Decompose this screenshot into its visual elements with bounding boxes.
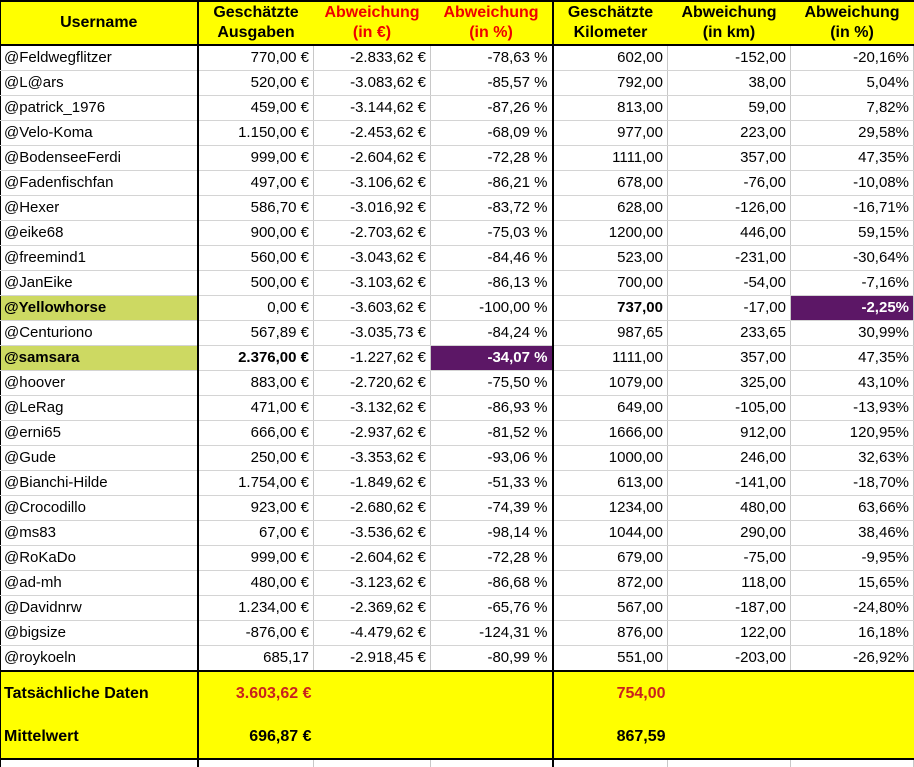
cell-abweichung-km[interactable]: 446,00 (668, 221, 791, 246)
cell-geschaetzte-kilometer[interactable]: 977,00 (553, 121, 668, 146)
cell-abweichung-km[interactable]: -126,00 (668, 196, 791, 221)
cell-geschaetzte-ausgaben[interactable]: 480,00 € (198, 571, 314, 596)
footer-kilometer-value[interactable]: 867,59 (553, 715, 668, 759)
cell-abweichung-eur[interactable]: -3.353,62 € (314, 446, 431, 471)
cell-geschaetzte-ausgaben[interactable]: 685,17 (198, 646, 314, 672)
cell-abweichung-eur-pct[interactable]: -68,09 % (431, 121, 553, 146)
stub-cell[interactable] (431, 759, 553, 767)
cell-geschaetzte-kilometer[interactable]: 1111,00 (553, 146, 668, 171)
cell-username[interactable]: @RoKaDo (1, 546, 198, 571)
cell-abweichung-km-pct[interactable]: 38,46% (791, 521, 914, 546)
footer-label[interactable]: Tatsächliche Daten (1, 671, 198, 715)
cell-username[interactable]: @ms83 (1, 521, 198, 546)
footer-spacer (314, 671, 553, 715)
stub-cell[interactable] (791, 759, 914, 767)
cell-username[interactable]: @bigsize (1, 621, 198, 646)
cell-abweichung-km[interactable]: 122,00 (668, 621, 791, 646)
cell-geschaetzte-kilometer[interactable]: 792,00 (553, 71, 668, 96)
cell-geschaetzte-ausgaben[interactable]: 497,00 € (198, 171, 314, 196)
table-header-row (1, 1, 914, 45)
cell-geschaetzte-ausgaben[interactable]: 500,00 € (198, 271, 314, 296)
cell-username[interactable]: @LeRag (1, 396, 198, 421)
footer-spacer (668, 715, 914, 759)
cell-abweichung-eur-pct[interactable]: -84,46 % (431, 246, 553, 271)
cell-abweichung-km-pct[interactable]: 16,18% (791, 621, 914, 646)
cell-geschaetzte-kilometer[interactable]: 737,00 (553, 296, 668, 321)
cell-abweichung-km-pct[interactable]: 43,10% (791, 371, 914, 396)
column-header-abweichung-in-km-5[interactable]: Abweichung (in km) (668, 1, 791, 45)
cell-abweichung-eur[interactable]: -4.479,62 € (314, 621, 431, 646)
cell-geschaetzte-kilometer[interactable]: 1044,00 (553, 521, 668, 546)
stub-row (1, 759, 914, 767)
cell-username[interactable]: @Feldwegflitzer (1, 45, 198, 71)
cell-abweichung-eur-pct[interactable]: -72,28 % (431, 546, 553, 571)
cell-abweichung-km[interactable]: -75,00 (668, 546, 791, 571)
cell-abweichung-eur-pct[interactable]: -83,72 % (431, 196, 553, 221)
table-row-roykoeln (1, 646, 914, 672)
cell-geschaetzte-kilometer[interactable]: 567,00 (553, 596, 668, 621)
table-row-centuriono (1, 321, 914, 346)
table-row-erni65 (1, 421, 914, 446)
footer-spacer (314, 715, 553, 759)
cell-abweichung-eur[interactable]: -3.106,62 € (314, 171, 431, 196)
cell-geschaetzte-kilometer[interactable]: 678,00 (553, 171, 668, 196)
cell-abweichung-km[interactable]: -105,00 (668, 396, 791, 421)
cell-abweichung-km[interactable]: 118,00 (668, 571, 791, 596)
cell-abweichung-km-pct[interactable]: -13,93% (791, 396, 914, 421)
cell-geschaetzte-ausgaben[interactable]: 567,89 € (198, 321, 314, 346)
footer-ausgaben-value[interactable]: 3.603,62 € (198, 671, 314, 715)
cell-geschaetzte-kilometer[interactable]: 551,00 (553, 646, 668, 672)
cell-abweichung-km[interactable]: -54,00 (668, 271, 791, 296)
cell-geschaetzte-kilometer[interactable]: 1234,00 (553, 496, 668, 521)
cell-geschaetzte-ausgaben[interactable]: 250,00 € (198, 446, 314, 471)
cell-geschaetzte-ausgaben[interactable]: 1.150,00 € (198, 121, 314, 146)
cell-username[interactable]: @ad-mh (1, 571, 198, 596)
table-row-rokado (1, 546, 914, 571)
cell-abweichung-km[interactable]: 38,00 (668, 71, 791, 96)
cell-abweichung-km[interactable]: 480,00 (668, 496, 791, 521)
cell-abweichung-km-pct[interactable]: 5,04% (791, 71, 914, 96)
cell-abweichung-eur[interactable]: -2.937,62 € (314, 421, 431, 446)
cell-username[interactable]: @Crocodillo (1, 496, 198, 521)
cell-abweichung-km[interactable]: 357,00 (668, 146, 791, 171)
table-row-davidnrw (1, 596, 914, 621)
cell-geschaetzte-ausgaben[interactable]: 471,00 € (198, 396, 314, 421)
cell-abweichung-km-pct[interactable]: -24,80% (791, 596, 914, 621)
table-row-eike68 (1, 221, 914, 246)
cell-abweichung-km-pct[interactable]: -10,08% (791, 171, 914, 196)
cell-geschaetzte-ausgaben[interactable]: 560,00 € (198, 246, 314, 271)
cell-username[interactable]: @BodenseeFerdi (1, 146, 198, 171)
cell-abweichung-eur-pct[interactable]: -72,28 % (431, 146, 553, 171)
stub-cell[interactable] (314, 759, 431, 767)
cell-abweichung-km[interactable]: -187,00 (668, 596, 791, 621)
table-row-fadenfischfan (1, 171, 914, 196)
cell-abweichung-eur[interactable]: -2.680,62 € (314, 496, 431, 521)
table-row-janeike (1, 271, 914, 296)
cell-geschaetzte-kilometer[interactable]: 813,00 (553, 96, 668, 121)
cell-abweichung-km[interactable]: -203,00 (668, 646, 791, 672)
cell-abweichung-km[interactable]: -17,00 (668, 296, 791, 321)
table-row-lerag (1, 396, 914, 421)
cell-abweichung-eur[interactable]: -3.536,62 € (314, 521, 431, 546)
cell-geschaetzte-ausgaben[interactable]: -876,00 € (198, 621, 314, 646)
cell-abweichung-km[interactable]: 912,00 (668, 421, 791, 446)
cell-geschaetzte-ausgaben[interactable]: 459,00 € (198, 96, 314, 121)
cell-geschaetzte-ausgaben[interactable]: 586,70 € (198, 196, 314, 221)
table-row-crocodillo (1, 496, 914, 521)
cell-abweichung-eur-pct[interactable]: -86,21 % (431, 171, 553, 196)
stub-cell[interactable] (668, 759, 791, 767)
cell-geschaetzte-kilometer[interactable]: 1000,00 (553, 446, 668, 471)
table-row-feldwegflitzer (1, 45, 914, 71)
cell-abweichung-km[interactable]: 223,00 (668, 121, 791, 146)
cell-geschaetzte-kilometer[interactable]: 628,00 (553, 196, 668, 221)
cell-abweichung-km[interactable]: -141,00 (668, 471, 791, 496)
cell-abweichung-eur-pct[interactable]: -34,07 % (431, 346, 553, 371)
cell-abweichung-km-pct[interactable]: 47,35% (791, 146, 914, 171)
cell-geschaetzte-kilometer[interactable]: 876,00 (553, 621, 668, 646)
cell-geschaetzte-kilometer[interactable]: 613,00 (553, 471, 668, 496)
cell-username[interactable]: @Centuriono (1, 321, 198, 346)
cell-abweichung-eur-pct[interactable]: -75,50 % (431, 371, 553, 396)
column-header-gesch-tzte-ausgaben[interactable]: Geschätzte Ausgaben (198, 1, 314, 45)
cell-geschaetzte-kilometer[interactable]: 602,00 (553, 45, 668, 71)
cell-geschaetzte-kilometer[interactable]: 872,00 (553, 571, 668, 596)
cell-geschaetzte-ausgaben[interactable]: 666,00 € (198, 421, 314, 446)
cell-abweichung-km[interactable]: -152,00 (668, 45, 791, 71)
table-row-velo-koma (1, 121, 914, 146)
cell-abweichung-eur-pct[interactable]: -93,06 % (431, 446, 553, 471)
cell-abweichung-km-pct[interactable]: 30,99% (791, 321, 914, 346)
cell-abweichung-km[interactable]: 59,00 (668, 96, 791, 121)
table-row-ms83 (1, 521, 914, 546)
cell-username[interactable]: @Velo-Koma (1, 121, 198, 146)
cell-geschaetzte-kilometer[interactable]: 987,65 (553, 321, 668, 346)
cell-geschaetzte-ausgaben[interactable]: 67,00 € (198, 521, 314, 546)
table-row-hoover (1, 371, 914, 396)
cell-username[interactable]: @Gude (1, 446, 198, 471)
table-row-samsara (1, 346, 914, 371)
cell-abweichung-km-pct[interactable]: 32,63% (791, 446, 914, 471)
cell-geschaetzte-kilometer[interactable]: 700,00 (553, 271, 668, 296)
cell-abweichung-km-pct[interactable]: 120,95% (791, 421, 914, 446)
cell-geschaetzte-ausgaben[interactable]: 883,00 € (198, 371, 314, 396)
footer-row-tats-chliche-daten (1, 671, 914, 715)
cell-abweichung-km-pct[interactable]: 29,58% (791, 121, 914, 146)
table-row-bianchi-hilde (1, 471, 914, 496)
cell-abweichung-km[interactable]: 290,00 (668, 521, 791, 546)
cell-abweichung-km-pct[interactable]: 15,65% (791, 571, 914, 596)
cell-geschaetzte-kilometer[interactable]: 1079,00 (553, 371, 668, 396)
cell-geschaetzte-ausgaben[interactable]: 900,00 € (198, 221, 314, 246)
cell-abweichung-eur-pct[interactable]: -86,68 % (431, 571, 553, 596)
cell-abweichung-eur[interactable]: -2.604,62 € (314, 546, 431, 571)
footer-kilometer-value[interactable]: 754,00 (553, 671, 668, 715)
cell-abweichung-eur[interactable]: -3.043,62 € (314, 246, 431, 271)
footer-spacer (668, 671, 914, 715)
cell-abweichung-eur-pct[interactable]: -98,14 % (431, 521, 553, 546)
table-body (1, 45, 914, 671)
cell-abweichung-eur[interactable]: -3.016,92 € (314, 196, 431, 221)
cell-abweichung-km-pct[interactable]: -30,64% (791, 246, 914, 271)
cell-abweichung-eur[interactable]: -3.035,73 € (314, 321, 431, 346)
cell-abweichung-eur[interactable]: -2.703,62 € (314, 221, 431, 246)
cell-abweichung-eur-pct[interactable]: -84,24 % (431, 321, 553, 346)
cell-abweichung-eur[interactable]: -2.369,62 € (314, 596, 431, 621)
cell-geschaetzte-ausgaben[interactable]: 0,00 € (198, 296, 314, 321)
cell-username[interactable]: @erni65 (1, 421, 198, 446)
cell-geschaetzte-kilometer[interactable]: 1666,00 (553, 421, 668, 446)
table-footer (1, 671, 914, 759)
table-row-bodenseeferdi (1, 146, 914, 171)
table-row-l-ars (1, 71, 914, 96)
stub-cell[interactable] (553, 759, 668, 767)
cell-geschaetzte-ausgaben[interactable]: 1.234,00 € (198, 596, 314, 621)
cell-geschaetzte-kilometer[interactable]: 523,00 (553, 246, 668, 271)
column-header-gesch-tzte-kilometer-4[interactable]: Geschätzte Kilometer (553, 1, 668, 45)
cell-abweichung-eur-pct[interactable]: -80,99 % (431, 646, 553, 672)
cell-abweichung-km-pct[interactable]: -9,95% (791, 546, 914, 571)
cell-abweichung-eur-pct[interactable]: -65,76 % (431, 596, 553, 621)
cell-abweichung-km[interactable]: 246,00 (668, 446, 791, 471)
cell-abweichung-eur[interactable]: -2.918,45 € (314, 646, 431, 672)
cell-geschaetzte-ausgaben[interactable]: 520,00 € (198, 71, 314, 96)
cell-abweichung-eur[interactable]: -1.849,62 € (314, 471, 431, 496)
cell-geschaetzte-ausgaben[interactable]: 999,00 € (198, 546, 314, 571)
cell-abweichung-eur[interactable]: -3.603,62 € (314, 296, 431, 321)
footer-label[interactable]: Mittelwert (1, 715, 198, 759)
table-row-gude (1, 446, 914, 471)
cell-abweichung-eur-pct[interactable]: -78,63 % (431, 45, 553, 71)
table-row-hexer (1, 196, 914, 221)
cell-username[interactable]: @Hexer (1, 196, 198, 221)
cell-username[interactable]: @hoover (1, 371, 198, 396)
cell-abweichung-km-pct[interactable]: 59,15% (791, 221, 914, 246)
cell-abweichung-eur[interactable]: -3.123,62 € (314, 571, 431, 596)
cell-abweichung-km-pct[interactable]: -7,16% (791, 271, 914, 296)
cell-abweichung-eur-pct[interactable]: -51,33 % (431, 471, 553, 496)
cell-username[interactable]: @Davidnrw (1, 596, 198, 621)
cell-username[interactable]: @Fadenfischfan (1, 171, 198, 196)
cell-abweichung-km[interactable]: -231,00 (668, 246, 791, 271)
next-row-stub (1, 759, 914, 767)
cell-abweichung-km-pct[interactable]: -16,71% (791, 196, 914, 221)
cell-abweichung-km[interactable]: -76,00 (668, 171, 791, 196)
cell-abweichung-eur-pct[interactable]: -86,13 % (431, 271, 553, 296)
cell-abweichung-eur[interactable]: -3.103,62 € (314, 271, 431, 296)
cell-abweichung-eur[interactable]: -3.144,62 € (314, 96, 431, 121)
cell-abweichung-eur[interactable]: -2.453,62 € (314, 121, 431, 146)
cell-username[interactable]: @freemind1 (1, 246, 198, 271)
cell-abweichung-eur[interactable]: -1.227,62 € (314, 346, 431, 371)
table-row-freemind1 (1, 246, 914, 271)
cell-geschaetzte-ausgaben[interactable]: 1.754,00 € (198, 471, 314, 496)
cell-abweichung-eur-pct[interactable]: -100,00 % (431, 296, 553, 321)
cell-geschaetzte-ausgaben[interactable]: 2.376,00 € (198, 346, 314, 371)
cell-abweichung-eur-pct[interactable]: -81,52 % (431, 421, 553, 446)
cell-geschaetzte-ausgaben[interactable]: 999,00 € (198, 146, 314, 171)
cell-abweichung-eur-pct[interactable]: -124,31 % (431, 621, 553, 646)
cell-abweichung-km[interactable]: 233,65 (668, 321, 791, 346)
cell-abweichung-km[interactable]: 357,00 (668, 346, 791, 371)
stub-cell[interactable] (198, 759, 314, 767)
cell-geschaetzte-ausgaben[interactable]: 770,00 € (198, 45, 314, 71)
table-row-patrick-1976 (1, 96, 914, 121)
cell-abweichung-eur-pct[interactable]: -75,03 % (431, 221, 553, 246)
cell-abweichung-eur[interactable]: -3.083,62 € (314, 71, 431, 96)
footer-ausgaben-value[interactable]: 696,87 € (198, 715, 314, 759)
column-header-abweichung-in[interactable]: Abweichung (in %) (431, 1, 553, 45)
column-header-abweichung-in[interactable]: Abweichung (in €) (314, 1, 431, 45)
cell-abweichung-eur-pct[interactable]: -85,57 % (431, 71, 553, 96)
cell-abweichung-eur[interactable]: -2.720,62 € (314, 371, 431, 396)
cell-username[interactable]: @JanEike (1, 271, 198, 296)
table-row-ad-mh (1, 571, 914, 596)
cell-abweichung-eur-pct[interactable]: -87,26 % (431, 96, 553, 121)
cell-geschaetzte-kilometer[interactable]: 1200,00 (553, 221, 668, 246)
cell-abweichung-eur-pct[interactable]: -86,93 % (431, 396, 553, 421)
cell-abweichung-km-pct[interactable]: -2,25% (791, 296, 914, 321)
cell-geschaetzte-ausgaben[interactable]: 923,00 € (198, 496, 314, 521)
table-row-bigsize (1, 621, 914, 646)
cell-abweichung-km[interactable]: 325,00 (668, 371, 791, 396)
column-header-username[interactable]: Username (1, 1, 198, 45)
cell-username[interactable]: @L@ars (1, 71, 198, 96)
cell-username[interactable]: @patrick_1976 (1, 96, 198, 121)
cell-geschaetzte-kilometer[interactable]: 649,00 (553, 396, 668, 421)
cell-username[interactable]: @roykoeln (1, 646, 198, 672)
cell-abweichung-km-pct[interactable]: 63,66% (791, 496, 914, 521)
cell-abweichung-km-pct[interactable]: -26,92% (791, 646, 914, 672)
cell-abweichung-eur[interactable]: -2.833,62 € (314, 45, 431, 71)
cell-abweichung-eur-pct[interactable]: -74,39 % (431, 496, 553, 521)
column-header-abweichung-in-6[interactable]: Abweichung (in %) (791, 1, 914, 45)
cell-geschaetzte-kilometer[interactable]: 679,00 (553, 546, 668, 571)
cell-abweichung-km-pct[interactable]: -18,70% (791, 471, 914, 496)
footer-row-mittelwert (1, 715, 914, 759)
cell-username[interactable]: @samsara (1, 346, 198, 371)
cell-abweichung-eur[interactable]: -2.604,62 € (314, 146, 431, 171)
cell-abweichung-km-pct[interactable]: -20,16% (791, 45, 914, 71)
cell-username[interactable]: @Bianchi-Hilde (1, 471, 198, 496)
cell-username[interactable]: @eike68 (1, 221, 198, 246)
cell-abweichung-km-pct[interactable]: 47,35% (791, 346, 914, 371)
cell-geschaetzte-kilometer[interactable]: 1111,00 (553, 346, 668, 371)
stub-cell[interactable] (1, 759, 198, 767)
cell-username[interactable]: @Yellowhorse (1, 296, 198, 321)
header-row (1, 1, 914, 45)
cell-abweichung-km-pct[interactable]: 7,82% (791, 96, 914, 121)
cell-abweichung-eur[interactable]: -3.132,62 € (314, 396, 431, 421)
table-row-yellowhorse (1, 296, 914, 321)
